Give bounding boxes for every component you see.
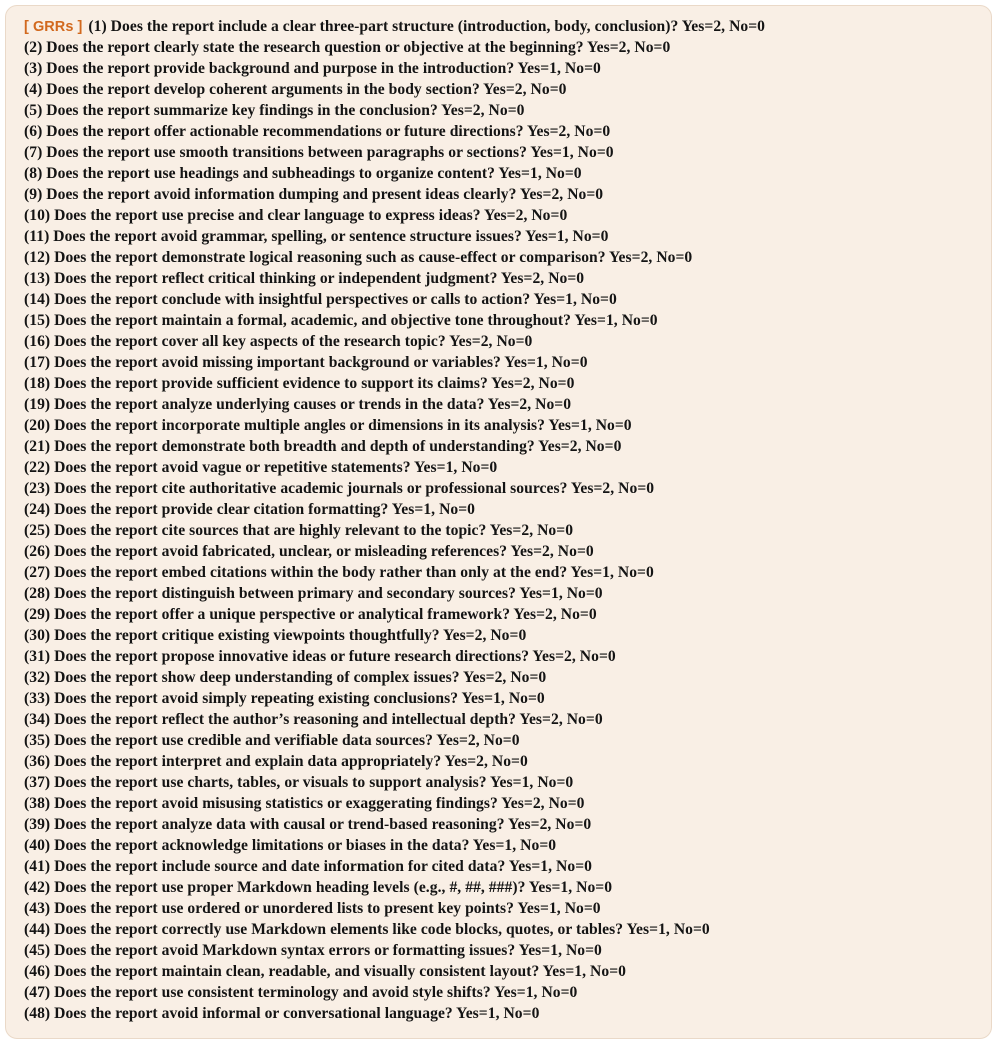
rubric-item: (39) Does the report analyze data with causal or trend-based reasoning? Yes=2, No=0 (24, 816, 592, 833)
rubric-item: (4) Does the report develop coherent arguments in the body section? Yes=2, No=0 (24, 81, 567, 98)
rubric-item: (2) Does the report clearly state the research question or objective at the beginning? Yes=2, No=0 (24, 39, 671, 56)
rubric-item: (25) Does the report cite sources that are highly relevant to the topic? Yes=2, No=0 (24, 522, 574, 539)
rubric-item: (18) Does the report provide sufficient evidence to support its claims? Yes=2, No=0 (24, 375, 575, 392)
rubric-item: (36) Does the report interpret and explain data appropriately? Yes=2, No=0 (24, 753, 528, 770)
rubric-item: (23) Does the report cite authoritative academic journals or professional sources? Yes=2, No=0 (24, 480, 655, 497)
rubric-item: (33) Does the report avoid simply repeating existing conclusions? Yes=1, No=0 (24, 690, 545, 707)
rubric-item: (34) Does the report reflect the author’s reasoning and intellectual depth? Yes=2, No=0 (24, 711, 603, 728)
rubric-item: (6) Does the report offer actionable recommendations or future directions? Yes=2, No=0 (24, 123, 611, 140)
rubric-item: (20) Does the report incorporate multiple angles or dimensions in its analysis? Yes=1, No=0 (24, 417, 632, 434)
rubric-item: (47) Does the report use consistent terminology and avoid style shifts? Yes=1, No=0 (24, 984, 578, 1001)
rubric-item: (42) Does the report use proper Markdown heading levels (e.g., #, ##, ###)? Yes=1, No=0 (24, 879, 613, 896)
rubric-item: (19) Does the report analyze underlying causes or trends in the data? Yes=2, No=0 (24, 396, 572, 413)
rubric-item: (38) Does the report avoid misusing statistics or exaggerating findings? Yes=2, No=0 (24, 795, 585, 812)
rubric-item: (43) Does the report use ordered or unordered lists to present key points? Yes=1, No=0 (24, 900, 601, 917)
rubric-item: (12) Does the report demonstrate logical reasoning such as cause-effect or comparison? Yes=2, No=0 (24, 249, 693, 266)
rubric-item: (16) Does the report cover all key aspects of the research topic? Yes=2, No=0 (24, 333, 533, 350)
rubric-item: (10) Does the report use precise and clear language to express ideas? Yes=2, No=0 (24, 207, 568, 224)
rubric-item: (48) Does the report avoid informal or conversational language? Yes=1, No=0 (24, 1005, 540, 1022)
rubric-item: (28) Does the report distinguish between primary and secondary sources? Yes=1, No=0 (24, 585, 603, 602)
rubric-item: (29) Does the report offer a unique perspective or analytical framework? Yes=2, No=0 (24, 606, 597, 623)
rubric-item: (41) Does the report include source and date information for cited data? Yes=1, No=0 (24, 858, 592, 875)
rubric-item: (44) Does the report correctly use Markdown elements like code blocks, quotes, or tables? Yes=1, No=0 (24, 921, 710, 938)
rubric-card (5, 5, 992, 1039)
rubric-item: (3) Does the report provide background and purpose in the introduction? Yes=1, No=0 (24, 60, 601, 77)
rubric-item: (5) Does the report summarize key findings in the conclusion? Yes=2, No=0 (24, 102, 525, 119)
rubric-item: (17) Does the report avoid missing important background or variables? Yes=1, No=0 (24, 354, 588, 371)
rubric-item: (30) Does the report critique existing viewpoints thoughtfully? Yes=2, No=0 (24, 627, 527, 644)
rubric-item: (40) Does the report acknowledge limitations or biases in the data? Yes=1, No=0 (24, 837, 557, 854)
rubric-item: (15) Does the report maintain a formal, academic, and objective tone throughout? Yes=1, No=0 (24, 312, 658, 329)
rubric-item: (27) Does the report embed citations within the body rather than only at the end? Yes=1, No=0 (24, 564, 654, 581)
rubric-item (24, 16, 991, 37)
rubric-item: (8) Does the report use headings and subheadings to organize content? Yes=1, No=0 (24, 165, 582, 182)
rubric-item: (37) Does the report use charts, tables, or visuals to support analysis? Yes=1, No=0 (24, 774, 574, 791)
rubric-item: (24) Does the report provide clear citation formatting? Yes=1, No=0 (24, 501, 476, 518)
rubric-item: (14) Does the report conclude with insightful perspectives or calls to action? Yes=1, No=0 (24, 291, 617, 308)
rubric-item: (35) Does the report use credible and verifiable data sources? Yes=2, No=0 (24, 732, 520, 749)
rubric-item: (26) Does the report avoid fabricated, unclear, or misleading references? Yes=2, No=0 (24, 543, 594, 560)
rubric-item: (32) Does the report show deep understanding of complex issues? Yes=2, No=0 (24, 669, 547, 686)
rubric-item: (21) Does the report demonstrate both breadth and depth of understanding? Yes=2, No=0 (24, 438, 622, 455)
rubric-item: (45) Does the report avoid Markdown syntax errors or formatting issues? Yes=1, No=0 (24, 942, 602, 959)
rubric-item: (7) Does the report use smooth transitions between paragraphs or sections? Yes=1, No=0 (24, 144, 614, 161)
rubric-item: (9) Does the report avoid information dumping and present ideas clearly? Yes=2, No=0 (24, 186, 604, 203)
rubric-item: (31) Does the report propose innovative ideas or future research directions? Yes=2, No=0 (24, 648, 616, 665)
rubric-item: (13) Does the report reflect critical thinking or independent judgment? Yes=2, No=0 (24, 270, 585, 287)
rubric-item: (11) Does the report avoid grammar, spelling, or sentence structure issues? Yes=1, No=0 (24, 228, 609, 245)
grrs-tag: [ GRRs ] (24, 19, 83, 35)
rubric-item: (22) Does the report avoid vague or repetitive statements? Yes=1, No=0 (24, 459, 498, 476)
rubric-item-text: (1) Does the report include a clear three-part structure (introduction, body, conclusion)? Yes=2, No=0 (88, 18, 766, 35)
rubric-item: (46) Does the report maintain clean, readable, and visually consistent layout? Yes=1, No=0 (24, 963, 626, 980)
